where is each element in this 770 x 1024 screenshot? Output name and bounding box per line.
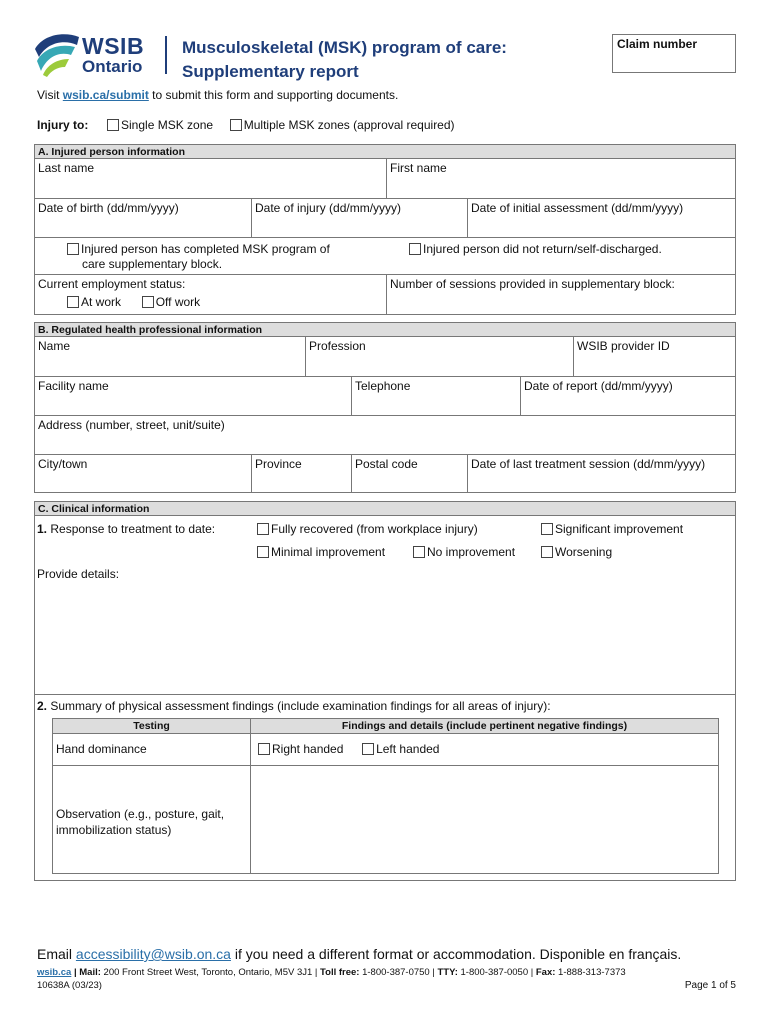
col-testing-header: Testing (53, 719, 250, 734)
sessions-label: Number of sessions provided in supplementary block: (390, 277, 675, 291)
provide-details-field[interactable] (37, 567, 733, 692)
tty-label: TTY: (437, 967, 458, 978)
hand-dominance-cell (53, 734, 250, 765)
q1-text: Response to treatment to date: (47, 522, 216, 536)
completed-option (67, 242, 330, 272)
q2-label (37, 699, 551, 713)
multiple-msk-checkbox[interactable] (230, 119, 242, 131)
tty-number: 1-800-387-0050 | (457, 967, 536, 978)
submit-link[interactable]: wsib.ca/submit (62, 88, 149, 102)
section-c-heading: C. Clinical information (35, 502, 735, 516)
logo-wordmark: WSIB (82, 33, 145, 59)
facility-label: Facility name (38, 379, 109, 393)
section-b-heading: B. Regulated health professional information (35, 323, 735, 337)
not-return-checkbox[interactable] (409, 243, 421, 255)
minimal-label: Minimal improvement (271, 545, 386, 559)
wsib-site-link[interactable]: wsib.ca (37, 967, 72, 978)
findings-table (52, 718, 719, 874)
postal-field[interactable] (351, 454, 467, 492)
province-field[interactable] (251, 454, 351, 492)
city-label: City/town (38, 457, 88, 471)
rhp-name-field[interactable] (35, 337, 305, 376)
minimal-checkbox[interactable] (257, 546, 269, 558)
significant-option (541, 522, 683, 536)
wsib-logo-icon (33, 31, 81, 77)
observation-findings-field[interactable] (250, 765, 718, 873)
form-number: 10638A (03/23) (37, 980, 102, 991)
date-report-label: Date of report (dd/mm/yyyy) (524, 379, 673, 393)
title-line-2: Supplementary report (182, 62, 359, 81)
facility-field[interactable] (35, 376, 351, 415)
title-line-1: Musculoskeletal (MSK) program of care: (182, 38, 507, 57)
not-return-label: Injured person did not return/self-discharged. (423, 242, 662, 256)
employment-status-field (35, 274, 386, 314)
telephone-field[interactable] (351, 376, 520, 415)
email-prefix: Email (37, 946, 76, 962)
logo-subtext: Ontario (82, 57, 143, 76)
section-a-heading: A. Injured person information (35, 145, 735, 159)
no-improvement-checkbox[interactable] (413, 546, 425, 558)
no-improvement-label: No improvement (427, 545, 516, 559)
tollfree-label: Toll free: (320, 967, 360, 978)
visit-suffix: to submit this form and supporting documents. (148, 88, 399, 102)
first-name-label: First name (390, 161, 447, 175)
hand-dominance-options (250, 734, 718, 765)
provide-details-label: Provide details: (37, 567, 120, 581)
completed-checkbox[interactable] (67, 243, 79, 255)
no-improvement-option (413, 545, 515, 559)
fully-checkbox[interactable] (257, 523, 269, 535)
telephone-label: Telephone (355, 379, 411, 393)
significant-checkbox[interactable] (541, 523, 553, 535)
dob-field[interactable] (35, 198, 251, 237)
date-report-field[interactable] (520, 376, 735, 415)
visit-instructions (37, 88, 398, 102)
off-work-label: Off work (155, 295, 201, 309)
observation-label-2: immobilization status) (56, 823, 172, 837)
sessions-field[interactable] (386, 274, 735, 314)
q2-text: Summary of physical assessment findings (include examination findings for all areas of injury): (47, 699, 551, 713)
injury-to-row (37, 118, 455, 132)
single-msk-checkbox[interactable] (107, 119, 119, 131)
logo-divider (165, 36, 167, 74)
worsening-option (541, 545, 612, 559)
right-handed-checkbox[interactable] (258, 743, 270, 755)
claim-number-label: Claim number (617, 37, 698, 51)
not-return-option (409, 242, 662, 256)
doia-label: Date of initial assessment (dd/mm/yyyy) (471, 201, 684, 215)
profession-label: Profession (309, 339, 366, 353)
provider-id-label: WSIB provider ID (577, 339, 670, 353)
mail-label: | Mail: (71, 967, 101, 978)
completion-row (35, 237, 735, 274)
profession-field[interactable] (305, 337, 573, 376)
last-name-field[interactable] (35, 159, 386, 198)
doi-label: Date of injury (dd/mm/yyyy) (255, 201, 402, 215)
worsening-label: Worsening (555, 545, 613, 559)
first-name-field[interactable] (386, 159, 735, 198)
section-a (34, 144, 736, 315)
fully-option (257, 522, 478, 536)
dob-label: Date of birth (dd/mm/yyyy) (38, 201, 179, 215)
address-field[interactable] (35, 415, 735, 454)
fully-label: Fully recovered (from workplace injury) (271, 522, 478, 536)
observation-cell (53, 765, 250, 873)
right-handed-label: Right handed (272, 742, 344, 756)
last-name-label: Last name (38, 161, 95, 175)
at-work-label: At work (81, 295, 122, 309)
completed-label-2: care supplementary block. (82, 257, 223, 271)
significant-label: Significant improvement (555, 522, 684, 536)
completed-label-1: Injured person has completed MSK program of (81, 242, 330, 256)
employment-status-label: Current employment status: (38, 277, 186, 291)
single-msk-label: Single MSK zone (121, 118, 214, 132)
claim-number-field[interactable] (612, 34, 736, 73)
hand-dominance-label: Hand dominance (56, 742, 147, 756)
section-c (34, 501, 736, 881)
city-field[interactable] (35, 454, 251, 492)
email-suffix: if you need a different format or accommodation. Disponible en français. (230, 946, 682, 962)
off-work-checkbox[interactable] (142, 296, 154, 308)
accessibility-email-link[interactable]: accessibility@wsib.on.ca (75, 946, 231, 962)
left-handed-checkbox[interactable] (362, 743, 374, 755)
q2-number: 2. (37, 699, 48, 713)
worsening-checkbox[interactable] (541, 546, 553, 558)
visit-prefix: Visit (37, 88, 63, 102)
contact-footer (37, 967, 626, 978)
page-number: Page 1 of 5 (684, 980, 736, 991)
observation-label-1: Observation (e.g., posture, gait, (56, 807, 225, 821)
doi-field[interactable] (251, 198, 467, 237)
at-work-checkbox[interactable] (67, 296, 79, 308)
accessibility-note (37, 946, 681, 962)
form-title (182, 36, 507, 84)
col-findings-header: Findings and details (include pertinent negative findings) (250, 719, 718, 734)
tollfree-number: 1-800-387-0750 | (359, 967, 438, 978)
postal-label: Postal code (355, 457, 418, 471)
mail-address: 200 Front Street West, Toronto, Ontario, M5V 3J1 | (100, 967, 321, 978)
q1-number: 1. (37, 522, 48, 536)
last-session-label: Date of last treatment session (dd/mm/yyyy) (471, 457, 706, 471)
divider (35, 694, 735, 695)
doia-field[interactable] (467, 198, 735, 237)
multiple-msk-label: Multiple MSK zones (approval required) (243, 118, 455, 132)
province-label: Province (255, 457, 302, 471)
provider-id-field[interactable] (573, 337, 735, 376)
rhp-name-label: Name (38, 339, 71, 353)
section-b (34, 322, 736, 493)
minimal-option (257, 545, 385, 559)
left-handed-label: Left handed (376, 742, 440, 756)
fax-number: 1-888-313-7373 (555, 967, 626, 978)
q1-label (37, 522, 215, 536)
fax-label: Fax: (535, 967, 556, 978)
last-session-field[interactable] (467, 454, 735, 492)
address-label: Address (number, street, unit/suite) (38, 418, 225, 432)
injury-to-label: Injury to: (37, 118, 89, 132)
